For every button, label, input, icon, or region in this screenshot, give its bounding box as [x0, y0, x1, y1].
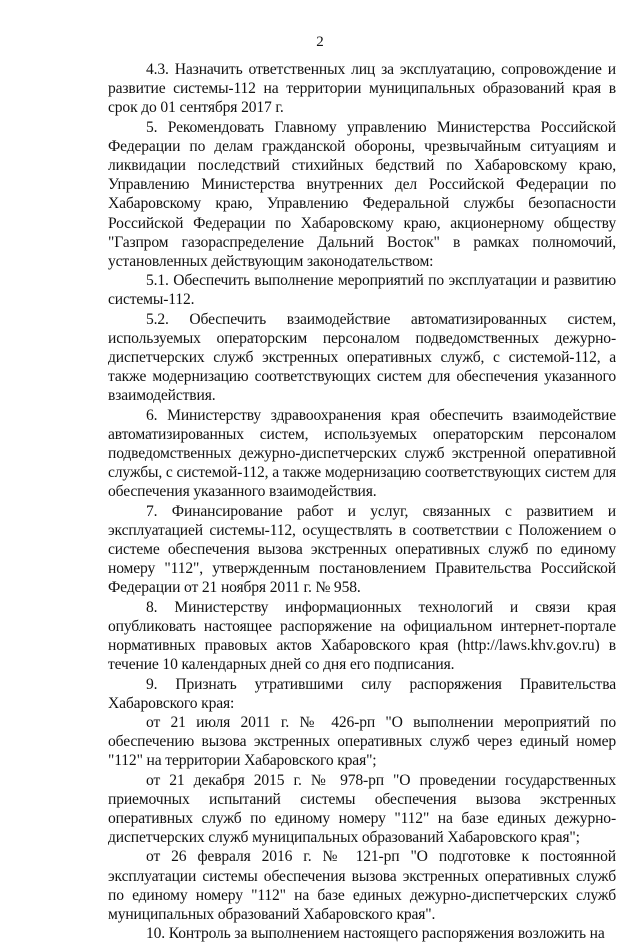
paragraph-8: 8. Министерству информационных технологий и связи края опубликовать настоящее распоряжение на официальном интернет-портале нормативных правовых актов Хабаровского края (http://laws.khv.gov.ru) в течение 10 календарных дней со дня его подписания.	[108, 598, 616, 674]
paragraph-9: 9. Признать утратившими силу распоряжения Правительства Хабаровского края:	[108, 675, 616, 712]
paragraph-5-1: 5.1. Обеспечить выполнение мероприятий по эксплуатации и развитию системы-112.	[108, 272, 616, 309]
paragraph-6: 6. Министерству здравоохранения края обеспечить взаимодействие автоматизированных систем, используемых операторским персоналом подведомственных дежурно-диспетчерских служб экстренной оперативной службы, с системой-112, а также модернизацию соответствующих систем для обеспечения указанного взаимодействия.	[108, 406, 616, 501]
repealed-order-426: от 21 июля 2011 г. № 426-рп "О выполнении мероприятий по обеспечению вызова экстренных оперативных служб через единый номер "112" на территории Хабаровского края";	[108, 713, 616, 770]
repealed-order-978: от 21 декабря 2015 г. № 978-рп "О проведении государственных приемочных испытаний системы обеспечения вызова экстренных оперативных служб по единому номеру "112" на базе единых дежурно-диспетчерских служб муниципальных образований Хабаровского края";	[108, 771, 616, 847]
repealed-order-121: от 26 февраля 2016 г. № 121-рп "О подготовке к постоянной эксплуатации системы обеспечения вызова экстренных оперативных служб по единому номеру "112" на базе единых дежурно-диспетчерских служб муниципальных образований Хабаровского края".	[108, 848, 616, 923]
page-number: 2	[316, 34, 324, 50]
paragraph-5: 5. Рекомендовать Главному управлению Министерства Российской Федерации по делам гражданской обороны, чрезвычайным ситуациям и ликвидации последствий стихийных бедствий по Хабаровскому краю, Управлению Министерства внутренних дел Российской Федерации по Хабаровскому краю, Управлению Федеральной службы безопасности Российской Федерации по Хабаровскому краю, акционерному обществу "Газпром газораспределение Дальний Восток" в рамках полномочий, установленных действующим законодательством:	[108, 118, 616, 271]
paragraph-5-2: 5.2. Обеспечить взаимодействие автоматизированных систем, используемых операторским персоналом подведомственных дежурно-диспетчерских служб экстренных оперативных служб, с системой-112, а также модернизацию соответствующих систем для обеспечения указанного взаимодействия.	[108, 310, 616, 405]
paragraph-10: 10. Контроль за выполнением настоящего распоряжения возложить на	[146, 925, 605, 943]
paragraph-7: 7. Финансирование работ и услуг, связанных с развитием и эксплуатацией системы-112, осуществлять в соответствии с Положением о системе обеспечения вызова экстренных оперативных служб по единому номеру "112", утвержденным постановлением Правительства Российской Федерации от 21 ноября 2011 г. № 958.	[108, 502, 616, 597]
document-body	[108, 60, 616, 943]
paragraph-4-3: 4.3. Назначить ответственных лиц за эксплуатацию, сопровождение и развитие системы-112 на территории муниципальных образований края в срок до 01 сентября 2017 г.	[108, 61, 616, 117]
